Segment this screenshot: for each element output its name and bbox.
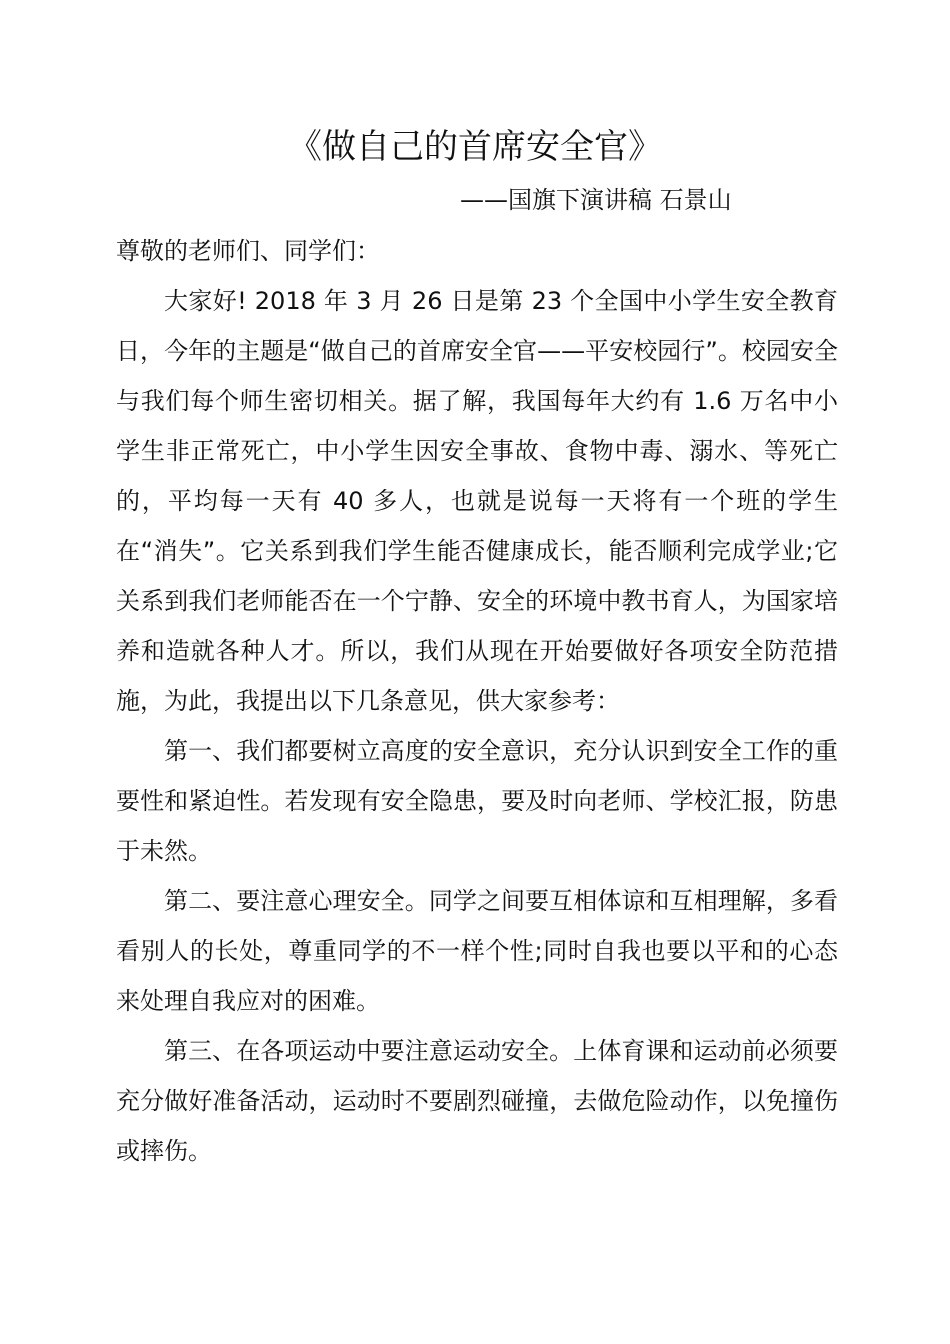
paragraph-first-point: 第一、我们都要树立高度的安全意识，充分认识到安全工作的重要性和紧迫性。若发现有安全隐患，要及时向老师、学校汇报，防患于未然。	[116, 737, 838, 865]
document-title: 《做自己的首席安全官》	[288, 127, 662, 167]
paragraph-third-point: 第三、在各项运动中要注意运动安全。上体育课和运动前必须要充分做好准备活动，运动时不要剧烈碰撞，去做危险动作，以免撞伤或摔伤。	[116, 1037, 838, 1165]
paragraph-intro: 大家好! 2018 年 3 月 26 日是第 23 个全国中小学生安全教育日，今年的主题是“做自己的首席安全官——平安校园行”。校园安全与我们每个师生密切相关。据了解，我国每年大约有 1.6 万名中小学生非正常死亡，中小学生因安全事故、食物中毒、溺水、等死亡的，平均每一天有 40 多人，也就是说每一天将有一个班的学生在“消失”。它关系到我们学生能否健康成长，能否顺利完成学业;它关系到我们老师能否在一个宁静、安全的环境中教书育人，为国家培养和造就各种人才。所以，我们从现在开始要做好各项安全防范措施，为此，我提出以下几条意见，供大家参考：	[116, 287, 838, 715]
document-subtitle: ——国旗下演讲稿 石景山	[460, 186, 732, 214]
greeting: 尊敬的老师们、同学们：	[116, 237, 380, 265]
paragraph-second-point: 第二、要注意心理安全。同学之间要互相体谅和互相理解，多看看别人的长处，尊重同学的不一样个性;同时自我也要以平和的心态来处理自我应对的困难。	[116, 887, 838, 1015]
document-body	[116, 226, 838, 1176]
